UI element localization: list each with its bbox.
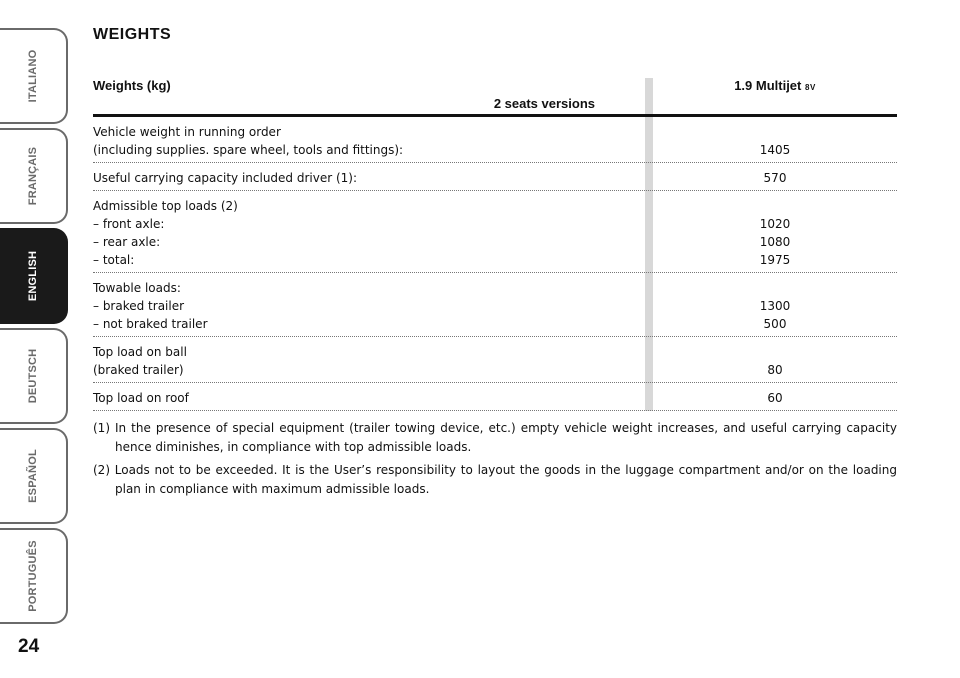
row-value-line: [653, 279, 897, 297]
row-label-line: – rear axle:: [93, 235, 161, 249]
language-tab-label: ESPAÑOL: [27, 449, 39, 503]
row-value-line: [653, 197, 897, 215]
language-tab-2[interactable]: [0, 128, 68, 224]
row-label: [93, 197, 645, 269]
row-value-line: 1300: [759, 299, 791, 313]
row-value-line: 1080: [759, 235, 791, 249]
row-label-line: Vehicle weight in running order: [93, 125, 281, 139]
row-value-line: [653, 123, 897, 141]
row-label: [93, 169, 645, 187]
language-tab-label: ITALIANO: [27, 49, 39, 103]
row-label-line: Towable loads:: [93, 281, 181, 295]
row-label-line: – braked trailer: [93, 299, 185, 313]
row-value-line: 1975: [759, 253, 791, 267]
row-label-line: – total:: [93, 253, 135, 267]
row-value: [653, 169, 897, 187]
row-value-line: 570: [763, 171, 787, 185]
row-label-line: Top load on ball: [93, 345, 187, 359]
row-value-line: [653, 343, 897, 361]
table-row: [93, 191, 897, 273]
language-tab-label: ENGLISH: [27, 250, 39, 302]
language-tab-label: FRANÇAIS: [27, 146, 39, 206]
page-number: 24: [18, 636, 40, 657]
footnote: (1) In the presence of special equipment (trailer towing device, etc.) empty vehicle weight increases, and useful carrying capacity hence diminishes, in compliance with top admissible loads.: [93, 421, 897, 454]
header-weights-label: Weights (kg): [93, 78, 171, 93]
row-value: [653, 123, 897, 159]
page-content: [93, 26, 897, 503]
language-tab-6[interactable]: [0, 528, 68, 624]
row-value-line: 1020: [759, 217, 791, 231]
table-header: [93, 78, 897, 114]
weights-table: [93, 78, 897, 411]
table-body: [93, 117, 897, 411]
row-value-line: 500: [763, 317, 787, 331]
language-tab-label: DEUTSCH: [27, 348, 39, 404]
language-tab-3[interactable]: [0, 228, 68, 324]
engine-name: 1.9 Multijet: [734, 78, 802, 93]
language-tab-1[interactable]: [0, 28, 68, 124]
footnote: (2) Loads not to be exceeded. It is the User’s responsibility to layout the goods in the luggage compartment and/or on the loading plan in compliance with maximum admissible loads.: [93, 463, 897, 496]
row-label-line: (braked trailer): [93, 363, 184, 377]
language-tab-4[interactable]: [0, 328, 68, 424]
table-row: [93, 163, 897, 191]
row-label: [93, 343, 645, 379]
header-engine-label: [653, 78, 897, 93]
header-version-label: 2 seats versions: [493, 96, 595, 111]
row-value-line: 1405: [759, 143, 791, 157]
table-row: [93, 383, 897, 411]
page-title: WEIGHTS: [93, 26, 172, 43]
row-label-line: – front axle:: [93, 217, 165, 231]
row-value: [653, 389, 897, 407]
table-row: [93, 337, 897, 383]
row-label: [93, 279, 645, 333]
row-label: [93, 389, 645, 407]
row-label-line: – not braked trailer: [93, 317, 208, 331]
footnotes: [93, 419, 897, 499]
engine-valves: 8V: [805, 83, 816, 92]
row-value: [653, 343, 897, 379]
table-row: [93, 273, 897, 337]
row-label-line: Useful carrying capacity included driver (1):: [93, 171, 358, 185]
row-value-line: 80: [767, 363, 783, 377]
row-label: [93, 123, 645, 159]
row-label-line: Admissible top loads (2): [93, 199, 238, 213]
row-label-line: (including supplies. spare wheel, tools and fittings):: [93, 143, 404, 157]
row-value: [653, 197, 897, 269]
language-tab-label: PORTUGUÊS: [27, 540, 39, 612]
table-row: [93, 117, 897, 163]
row-label-line: Top load on roof: [93, 391, 189, 405]
row-value: [653, 279, 897, 333]
row-value-line: 60: [767, 391, 783, 405]
language-tab-5[interactable]: [0, 428, 68, 524]
